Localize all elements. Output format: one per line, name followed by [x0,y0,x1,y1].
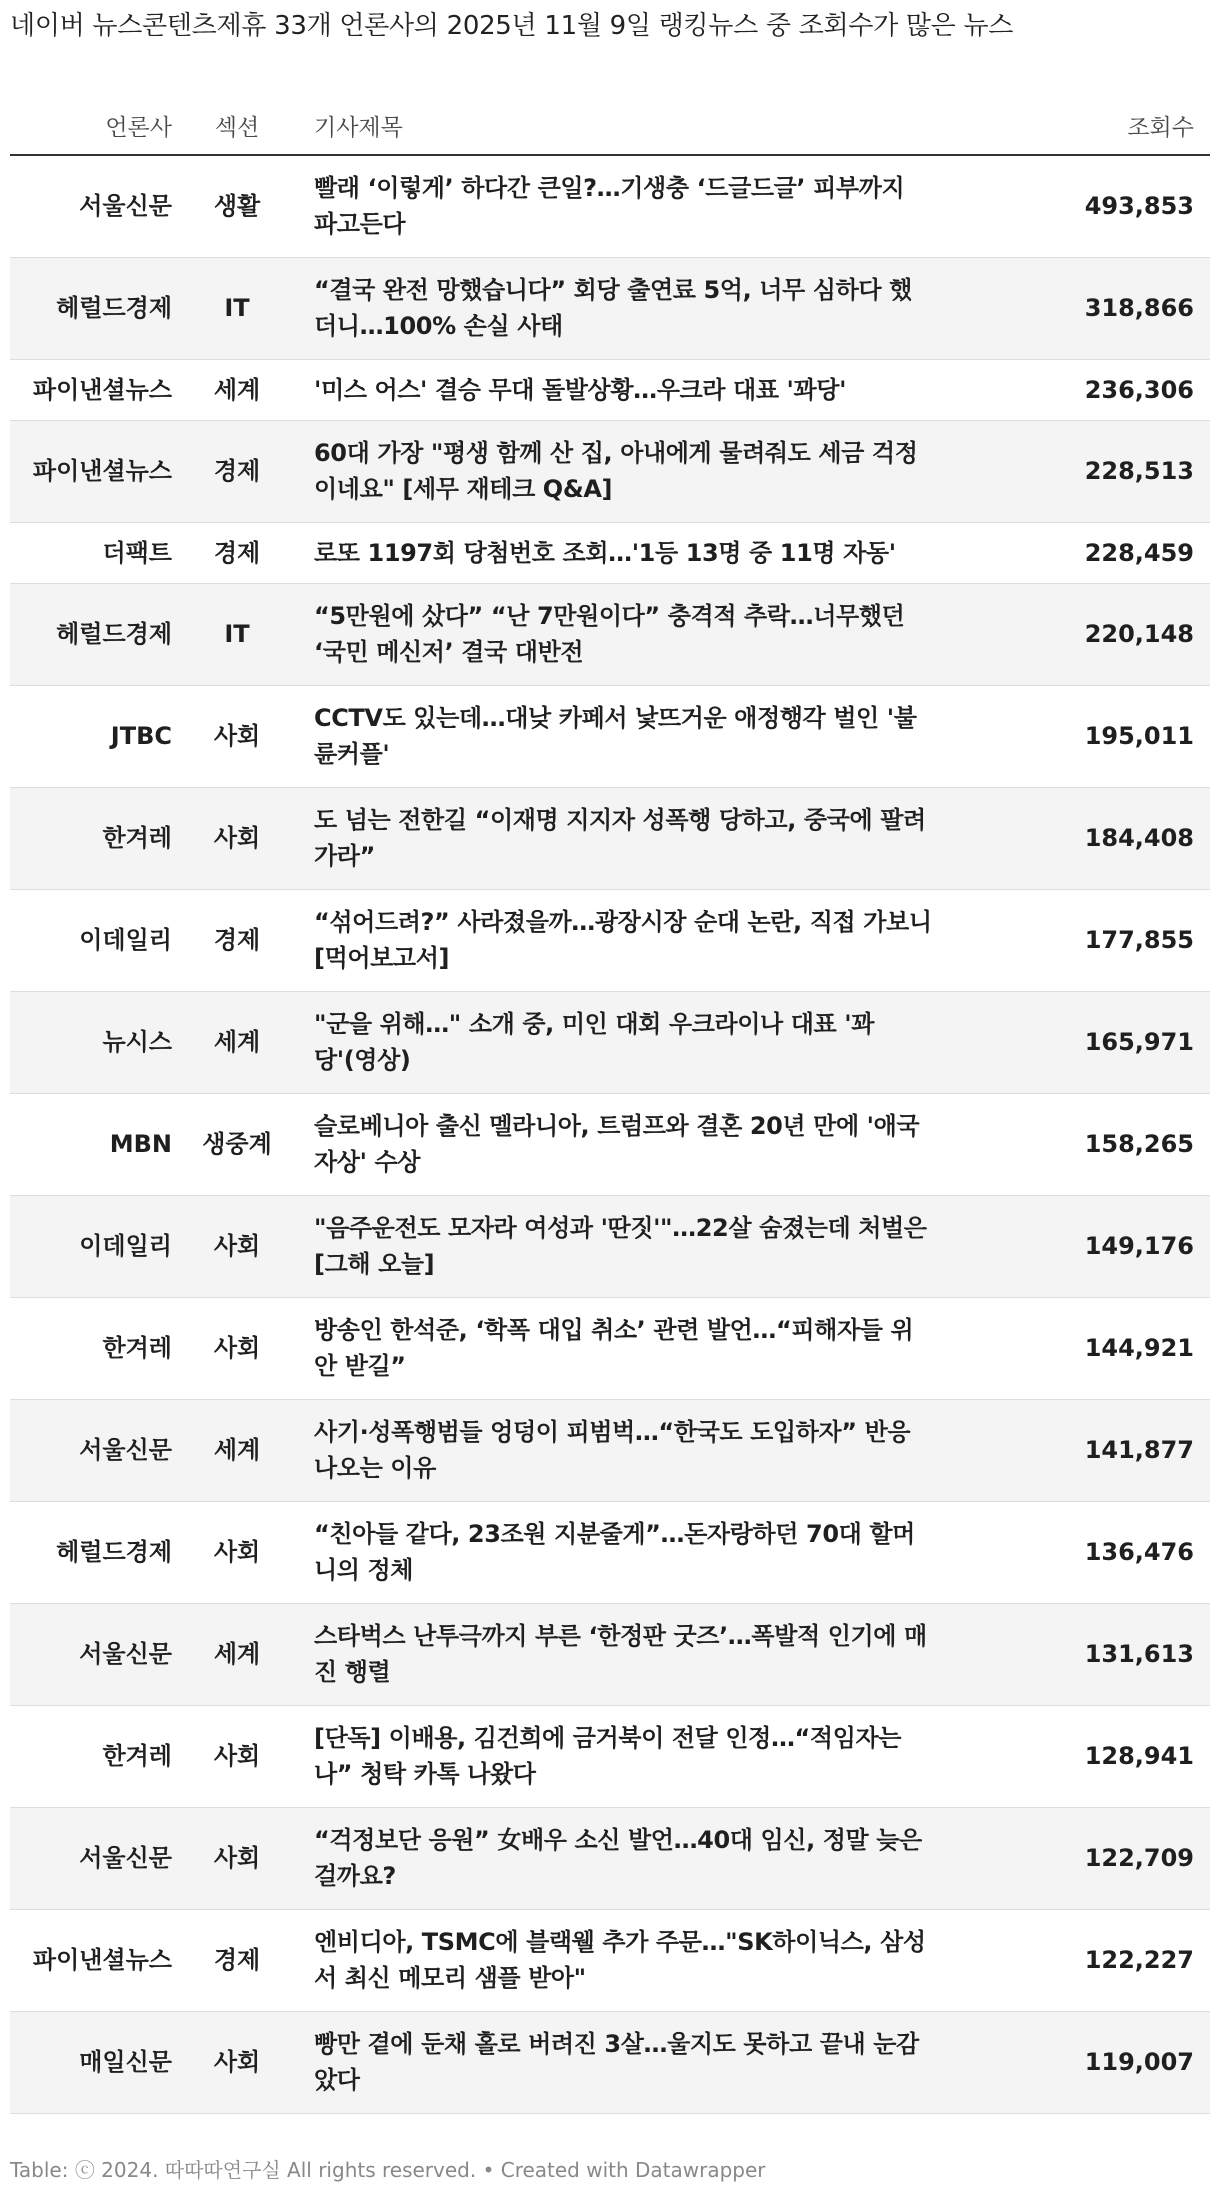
section-cell: IT [176,583,298,685]
table-row [10,1195,1210,1297]
press-cell: 한겨레 [10,787,176,889]
press-cell: JTBC [10,685,176,787]
headline-cell: 빨래 ‘이렇게’ 하다간 큰일?…기생충 ‘드글드글’ 피부까지 파고든다 [298,155,948,257]
table-row [10,522,1210,583]
views-cell: 184,408 [948,787,1210,889]
views-cell: 318,866 [948,257,1210,359]
table-row [10,991,1210,1093]
headline-cell: 도 넘는 전한길 “이재명 지지자 성폭행 당하고, 중국에 팔려가라” [298,787,948,889]
section-cell: 사회 [176,1195,298,1297]
table-row [10,420,1210,522]
table-row [10,787,1210,889]
views-cell: 220,148 [948,583,1210,685]
headline-cell: "음주운전도 모자라 여성과 '딴짓'"…22살 숨졌는데 처벌은 [그해 오늘] [298,1195,948,1297]
press-cell: 서울신문 [10,155,176,257]
views-cell: 131,613 [948,1603,1210,1705]
column-header-section[interactable]: 섹션 [176,96,298,155]
ranking-table [10,96,1210,2114]
press-cell: 서울신문 [10,1807,176,1909]
section-cell: 경제 [176,420,298,522]
views-cell: 144,921 [948,1297,1210,1399]
press-cell: 서울신문 [10,1603,176,1705]
headline-cell: 스타벅스 난투극까지 부른 ‘한정판 굿즈’…폭발적 인기에 매진 행렬 [298,1603,948,1705]
headline-cell: “친아들 같다, 23조원 지분줄게”…돈자랑하던 70대 할머니의 정체 [298,1501,948,1603]
table-row [10,889,1210,991]
table-row [10,583,1210,685]
press-cell: 더팩트 [10,522,176,583]
header-row [10,96,1210,155]
press-cell: 한겨레 [10,1297,176,1399]
views-cell: 165,971 [948,991,1210,1093]
press-cell: 파이낸셜뉴스 [10,420,176,522]
section-cell: 세계 [176,1399,298,1501]
column-header-views[interactable]: 조회수 [948,96,1210,155]
views-cell: 195,011 [948,685,1210,787]
press-cell: 매일신문 [10,2011,176,2113]
table-body [10,155,1210,2113]
press-cell: MBN [10,1093,176,1195]
section-cell: 경제 [176,1909,298,2011]
press-cell: 한겨레 [10,1705,176,1807]
section-cell: 생중계 [176,1093,298,1195]
views-cell: 149,176 [948,1195,1210,1297]
press-cell: 이데일리 [10,1195,176,1297]
table-row [10,1705,1210,1807]
press-cell: 파이낸셜뉴스 [10,1909,176,2011]
headline-cell: 로또 1197회 당첨번호 조회…'1등 13명 중 11명 자동' [298,522,948,583]
table-row [10,2011,1210,2113]
section-cell: 사회 [176,685,298,787]
table-row [10,1399,1210,1501]
column-header-headline[interactable]: 기사제목 [298,96,948,155]
section-cell: 세계 [176,991,298,1093]
table-row [10,1093,1210,1195]
section-cell: 경제 [176,522,298,583]
views-cell: 158,265 [948,1093,1210,1195]
table-row [10,1909,1210,2011]
section-cell: 사회 [176,1705,298,1807]
section-cell: IT [176,257,298,359]
views-cell: 228,459 [948,522,1210,583]
views-cell: 128,941 [948,1705,1210,1807]
table-row [10,155,1210,257]
press-cell: 이데일리 [10,889,176,991]
table-row [10,359,1210,420]
section-cell: 세계 [176,359,298,420]
section-cell: 사회 [176,787,298,889]
press-cell: 파이낸셜뉴스 [10,359,176,420]
views-cell: 122,709 [948,1807,1210,1909]
section-cell: 사회 [176,2011,298,2113]
section-cell: 경제 [176,889,298,991]
headline-cell: CCTV도 있는데…대낮 카페서 낯뜨거운 애정행각 벌인 '불륜커플' [298,685,948,787]
views-cell: 119,007 [948,2011,1210,2113]
section-cell: 사회 [176,1807,298,1909]
headline-cell: “섞어드려?” 사라졌을까…광장시장 순대 논란, 직접 가보니[먹어보고서] [298,889,948,991]
table-title: 네이버 뉴스콘텐츠제휴 33개 언론사의 2025년 11월 9일 랭킹뉴스 중 조회수가 많은 뉴스 [10,11,1014,41]
headline-cell: “결국 완전 망했습니다” 회당 출연료 5억, 너무 심하다 했더니…100% 손실 사태 [298,257,948,359]
table-row [10,1297,1210,1399]
views-cell: 136,476 [948,1501,1210,1603]
press-cell: 헤럴드경제 [10,257,176,359]
press-cell: 뉴시스 [10,991,176,1093]
headline-cell: [단독] 이배용, 김건희에 금거북이 전달 인정…“적임자는 나” 청탁 카톡 나왔다 [298,1705,948,1807]
press-cell: 헤럴드경제 [10,1501,176,1603]
table-footer: Table: ⓒ 2024. 따따따연구실 All rights reserved. • Created with Datawrapper [10,2158,766,2182]
headline-cell: '미스 어스' 결승 무대 돌발상황…우크라 대표 '꽈당' [298,359,948,420]
section-cell: 사회 [176,1501,298,1603]
table-header [10,96,1210,155]
section-cell: 사회 [176,1297,298,1399]
table-row [10,1603,1210,1705]
table-row [10,685,1210,787]
section-cell: 생활 [176,155,298,257]
headline-cell: 60대 가장 "평생 함께 산 집, 아내에게 물려줘도 세금 걱정이네요" [세무 재테크 Q&A] [298,420,948,522]
press-cell: 헤럴드경제 [10,583,176,685]
headline-cell: “걱정보단 응원” 女배우 소신 발언…40대 임신, 정말 늦은 걸까요? [298,1807,948,1909]
headline-cell: 방송인 한석준, ‘학폭 대입 취소’ 관련 발언…“피해자들 위안 받길” [298,1297,948,1399]
table-row [10,1807,1210,1909]
views-cell: 228,513 [948,420,1210,522]
views-cell: 236,306 [948,359,1210,420]
table-row [10,257,1210,359]
headline-cell: “5만원에 샀다” “난 7만원이다” 충격적 추락…너무했던 ‘국민 메신저’ 결국 대반전 [298,583,948,685]
views-cell: 141,877 [948,1399,1210,1501]
headline-cell: 슬로베니아 출신 멜라니아, 트럼프와 결혼 20년 만에 '애국자상' 수상 [298,1093,948,1195]
headline-cell: 사기·성폭행범들 엉덩이 피범벅…“한국도 도입하자” 반응 나오는 이유 [298,1399,948,1501]
press-cell: 서울신문 [10,1399,176,1501]
views-cell: 177,855 [948,889,1210,991]
column-header-press[interactable]: 언론사 [10,96,176,155]
headline-cell: 엔비디아, TSMC에 블랙웰 추가 주문…"SK하이닉스, 삼성서 최신 메모리 샘플 받아" [298,1909,948,2011]
views-cell: 493,853 [948,155,1210,257]
section-cell: 세계 [176,1603,298,1705]
headline-cell: "군을 위해…" 소개 중, 미인 대회 우크라이나 대표 '꽈당'(영상) [298,991,948,1093]
views-cell: 122,227 [948,1909,1210,2011]
headline-cell: 빵만 곁에 둔채 홀로 버려진 3살…울지도 못하고 끝내 눈감았다 [298,2011,948,2113]
table-row [10,1501,1210,1603]
